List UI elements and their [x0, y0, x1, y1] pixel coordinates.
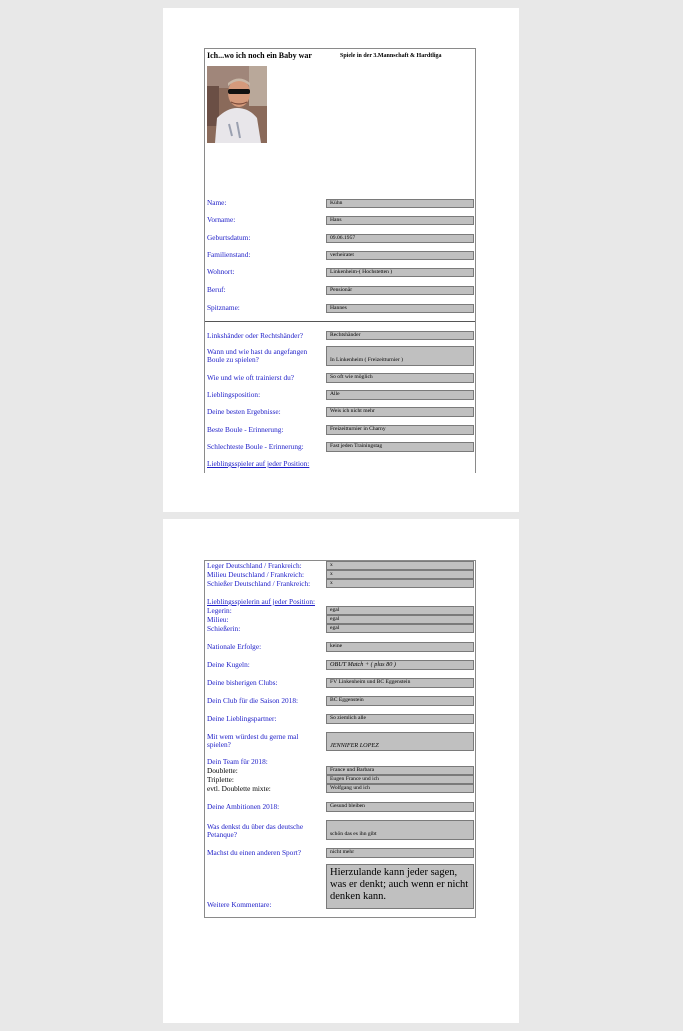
header-left: Ich...wo ich noch ein Baby war — [207, 51, 312, 60]
female-player-heading: Lieblingsspielerin auf jeder Position: — [207, 597, 316, 606]
sport-label: Machst du einen anderen Sport? — [207, 848, 302, 857]
club2018-value: BC Eggenstein — [326, 696, 474, 706]
female-label-schiesserin: Schießerin: — [207, 624, 241, 633]
club2018-label: Dein Club für die Saison 2018: — [207, 696, 299, 705]
field-value-geburtsdatum: 09.06.1957 — [326, 234, 474, 243]
female-value-legerin: egal — [326, 606, 474, 615]
female-label-legerin: Legerin: — [207, 606, 232, 615]
female-value-schiesserin: egal — [326, 624, 474, 633]
question-label-results: Deine besten Ergebnisse: — [207, 407, 281, 416]
fav-value-milieu: x — [326, 570, 474, 579]
team-heading: Dein Team für 2018: — [207, 757, 268, 766]
question-label-position: Lieblingsposition: — [207, 390, 261, 399]
clubs-label: Deine bisherigen Clubs: — [207, 678, 278, 687]
document-page-1 — [163, 8, 519, 512]
field-value-familienstand: verheiratet — [326, 251, 474, 260]
female-value-milieu: egal — [326, 615, 474, 624]
question-label-hand: Linkshänder oder Rechtshänder? — [207, 331, 304, 340]
wish-value: JENNIFER LOPEZ — [326, 732, 474, 751]
team-value-doublette: France und Barbara — [326, 766, 474, 775]
team-value-mixte: Wolfgang und ich — [326, 784, 474, 793]
field-value-beruf: Pensionär — [326, 286, 474, 295]
field-label-familienstand: Familienstand: — [207, 250, 251, 259]
petanque-label-line1: Was denkst du über das deutsche — [207, 822, 304, 831]
partner-value: So ziemlich alle — [326, 714, 474, 724]
team-label-mixte: evtl. Doublette mixte: — [207, 784, 271, 793]
ambitions-value: Gesund bleiben — [326, 802, 474, 812]
wish-label-line1: Mit wem würdest du gerne mal — [207, 732, 299, 741]
clubs-value: FV Linkenheim und BC Eggenstein — [326, 678, 474, 688]
national-value: keine — [326, 642, 474, 652]
question-label-best-memory: Beste Boule - Erinnerung: — [207, 425, 284, 434]
female-label-milieu: Milieu: — [207, 615, 229, 624]
field-label-name: Name: — [207, 198, 227, 207]
balls-value: OBUT Match + ( plus 80 ) — [326, 660, 474, 670]
question-label-start-line1: Wann und wie hast du angefangen — [207, 347, 308, 356]
sport-value: nicht mehr — [326, 848, 474, 858]
question-value-hand: Rechtshänder — [326, 331, 474, 340]
fav-value-leger: x — [326, 561, 474, 570]
profile-frame-page-2 — [204, 560, 476, 918]
question-label-start-line2: Boule zu spielen? — [207, 355, 259, 364]
comments-label: Weitere Kommentare: — [207, 900, 272, 909]
fav-value-schiesser: x — [326, 579, 474, 588]
fav-label-milieu: Milieu Deutschland / Frankreich: — [207, 570, 305, 579]
question-value-worst-memory: Fast jeden Trainingstag — [326, 442, 474, 452]
ambitions-label: Deine Ambitionen 2018: — [207, 802, 280, 811]
field-label-wohnort: Wohnort: — [207, 267, 235, 276]
profile-frame-page-1 — [204, 48, 476, 473]
header-right: Spiele in der 3.Mannschaft & Hardtliga — [340, 53, 442, 59]
question-value-start: In Linkenheim ( Freizeitturnier ) — [326, 346, 474, 366]
partner-label: Deine Lieblingspartner: — [207, 714, 277, 723]
field-label-geburtsdatum: Geburtsdatum: — [207, 233, 251, 242]
team-label-doublette: Doublette: — [207, 766, 238, 775]
balls-label: Deine Kugeln: — [207, 660, 250, 669]
field-label-beruf: Beruf: — [207, 285, 226, 294]
field-value-vorname: Hans — [326, 216, 474, 225]
section-divider — [205, 321, 475, 322]
petanque-value: schön das es ihn gibt — [326, 820, 474, 840]
question-value-position: Alle — [326, 390, 474, 400]
field-label-vorname: Vorname: — [207, 215, 236, 224]
field-value-wohnort: Linkenheim-( Hochstetten ) — [326, 268, 474, 277]
baby-photo — [207, 66, 267, 143]
field-value-name: Kühn — [326, 199, 474, 208]
team-value-triplette: Eugen France und ich — [326, 775, 474, 784]
document-page-2 — [163, 519, 519, 1023]
comments-value: Hierzulande kann jeder sagen, was er denkt; auch wenn er nicht denken kann. — [326, 864, 474, 909]
question-value-best-memory: Freizeitturnier in Charny — [326, 425, 474, 435]
question-value-results: Weis ich nicht mehr — [326, 407, 474, 417]
fav-label-schiesser: Schießer Deutschland / Frankreich: — [207, 579, 311, 588]
team-label-triplette: Triplette: — [207, 775, 234, 784]
field-value-spitzname: Hannes — [326, 304, 474, 313]
question-label-worst-memory: Schlechteste Boule - Erinnerung: — [207, 442, 304, 451]
petanque-label-line2: Petanque? — [207, 830, 237, 839]
favorite-player-heading: Lieblingsspieler auf jeder Position: — [207, 459, 310, 468]
question-value-training: So oft wie möglich — [326, 373, 474, 383]
field-label-spitzname: Spitzname: — [207, 303, 240, 312]
question-label-training: Wie und wie oft trainierst du? — [207, 373, 295, 382]
fav-label-leger: Leger Deutschland / Frankreich: — [207, 561, 302, 570]
wish-label-line2: spielen? — [207, 740, 231, 749]
national-label: Nationale Erfolge: — [207, 642, 262, 651]
